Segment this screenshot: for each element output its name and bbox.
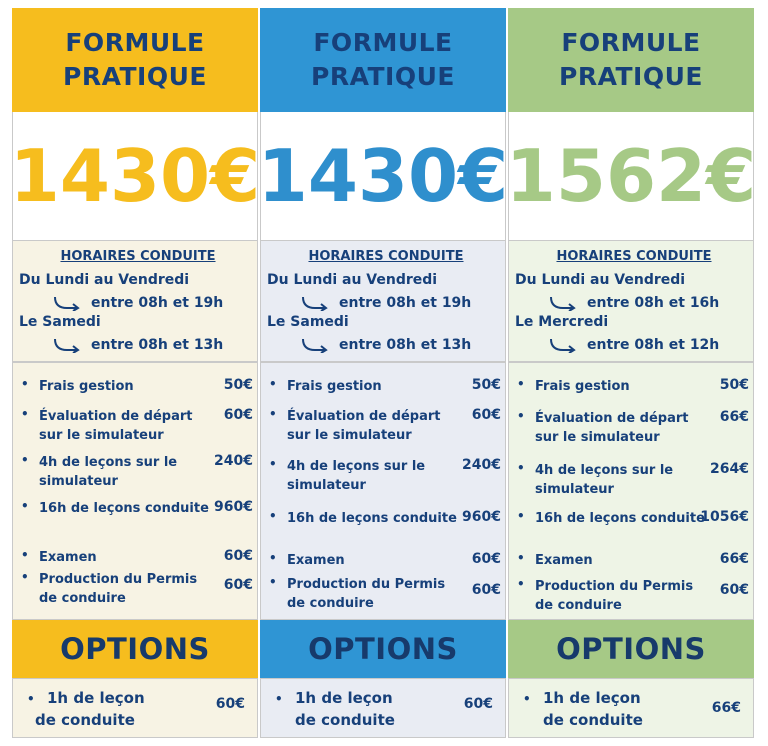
item-label: Examen — [39, 550, 97, 565]
price-box — [9, 112, 261, 240]
bullet-icon: • — [21, 548, 29, 562]
options-section — [508, 678, 754, 738]
item-value: 50€ — [223, 377, 253, 393]
hours-section — [12, 240, 258, 362]
bullet-icon: • — [275, 692, 283, 706]
option-label — [295, 687, 445, 731]
item-value: 1056€ — [700, 509, 749, 525]
bullet-icon: • — [21, 377, 29, 391]
header-line-1: FORMULE — [561, 28, 701, 57]
hours-title: HORAIRES CONDUITE — [60, 249, 216, 264]
option-label-line-2: de conduite — [543, 711, 643, 729]
price-value: 1430€ — [257, 134, 509, 218]
bullet-icon: • — [517, 551, 525, 565]
item-label: Évaluation de départ sur le simulateur — [535, 411, 689, 445]
bullet-icon: • — [269, 575, 277, 589]
price-value: 1430€ — [9, 134, 261, 218]
options-section — [12, 678, 258, 738]
options-title: OPTIONS — [60, 632, 210, 666]
price-items — [260, 362, 506, 620]
curved-arrow-icon — [53, 337, 83, 353]
option-label-line-2: de conduite — [295, 711, 395, 729]
item-label: Examen — [535, 553, 593, 568]
header-line-1: FORMULE — [65, 28, 205, 57]
bullet-icon: • — [21, 499, 29, 513]
item-value: 960€ — [462, 509, 501, 525]
hours-day-2: Le Mercredi — [515, 314, 609, 330]
hours-time-1-text: entre 08h et 16h — [587, 295, 720, 311]
item-label: 16h de leçons conduite — [39, 501, 209, 516]
bullet-icon: • — [269, 509, 277, 523]
column-header — [508, 8, 754, 112]
hours-time-1 — [267, 292, 505, 314]
item-value: 50€ — [719, 377, 749, 393]
bullet-icon: • — [269, 377, 277, 391]
hours-time-1-text: entre 08h et 19h — [339, 295, 472, 311]
bullet-icon: • — [517, 509, 525, 523]
item-value: 60€ — [223, 577, 253, 593]
hours-title: HORAIRES CONDUITE — [556, 249, 712, 264]
bullet-icon: • — [21, 570, 29, 584]
item-label: 16h de leçons conduite — [535, 511, 705, 526]
bullet-icon: • — [269, 457, 277, 471]
item-label: Frais gestion — [535, 379, 630, 394]
item-label: 4h de leçons sur le simulateur — [39, 455, 178, 489]
item-value: 264€ — [710, 461, 749, 477]
item-label: 4h de leçons sur le simulateur — [287, 459, 426, 493]
bullet-icon: • — [21, 453, 29, 467]
bullet-icon: • — [517, 409, 525, 423]
item-label: Production du Permis de conduire — [39, 572, 198, 606]
hours-section — [260, 240, 506, 362]
options-title: OPTIONS — [556, 632, 706, 666]
options-header — [12, 620, 258, 678]
hours-title: HORAIRES CONDUITE — [308, 249, 464, 264]
item-label: 16h de leçons conduite — [287, 511, 457, 526]
option-label — [543, 687, 693, 731]
hours-day-1: Du Lundi au Vendredi — [19, 272, 190, 288]
price-value: 1562€ — [505, 134, 757, 218]
option-label-line-1: 1h de leçon — [47, 689, 145, 707]
item-value: 60€ — [719, 582, 749, 598]
item-label: Évaluation de départ sur le simulateur — [287, 409, 441, 443]
header-line-2: PRATIQUE — [63, 62, 207, 91]
item-value: 240€ — [462, 457, 501, 473]
curved-arrow-icon — [53, 295, 83, 311]
item-value: 60€ — [471, 407, 501, 423]
item-label: Production du Permis de conduire — [287, 577, 446, 611]
bullet-icon: • — [27, 692, 35, 706]
header-line-2: PRATIQUE — [311, 62, 455, 91]
hours-time-2-text: entre 08h et 13h — [339, 337, 472, 353]
item-value: 60€ — [223, 548, 253, 564]
price-box — [257, 112, 509, 240]
item-value: 66€ — [719, 551, 749, 567]
curved-arrow-icon — [301, 337, 331, 353]
option-value: 60€ — [463, 696, 493, 712]
option-value: 60€ — [215, 696, 245, 712]
item-label: Évaluation de départ sur le simulateur — [39, 409, 193, 443]
hours-time-2 — [19, 334, 257, 356]
option-label-line-1: 1h de leçon — [543, 689, 641, 707]
bullet-icon: • — [269, 407, 277, 421]
options-header — [508, 620, 754, 678]
hours-time-1 — [515, 292, 753, 314]
hours-time-1-text: entre 08h et 19h — [91, 295, 224, 311]
option-label-line-2: de conduite — [35, 711, 135, 729]
column-header — [12, 8, 258, 112]
price-items — [12, 362, 258, 620]
hours-time-2-text: entre 08h et 13h — [91, 337, 224, 353]
price-items — [508, 362, 754, 620]
item-value: 60€ — [471, 551, 501, 567]
item-value: 50€ — [471, 377, 501, 393]
bullet-icon: • — [517, 377, 525, 391]
option-label-line-1: 1h de leçon — [295, 689, 393, 707]
header-line-1: FORMULE — [313, 28, 453, 57]
hours-time-1 — [19, 292, 257, 314]
item-value: 66€ — [719, 409, 749, 425]
curved-arrow-icon — [301, 295, 331, 311]
options-header — [260, 620, 506, 678]
hours-day-1: Du Lundi au Vendredi — [267, 272, 438, 288]
hours-time-2 — [267, 334, 505, 356]
item-label: 4h de leçons sur le simulateur — [535, 463, 674, 497]
bullet-icon: • — [517, 577, 525, 591]
item-label: Frais gestion — [39, 379, 134, 394]
hours-day-1: Du Lundi au Vendredi — [515, 272, 686, 288]
item-label: Examen — [287, 553, 345, 568]
item-value: 60€ — [471, 582, 501, 598]
bullet-icon: • — [517, 461, 525, 475]
bullet-icon: • — [269, 551, 277, 565]
item-label: Frais gestion — [287, 379, 382, 394]
options-section — [260, 678, 506, 738]
option-value: 66€ — [711, 700, 741, 716]
price-box — [505, 112, 757, 240]
hours-time-2-text: entre 08h et 12h — [587, 337, 720, 353]
hours-section — [508, 240, 754, 362]
header-line-2: PRATIQUE — [559, 62, 703, 91]
item-value: 240€ — [214, 453, 253, 469]
column-header — [260, 8, 506, 112]
curved-arrow-icon — [549, 295, 579, 311]
item-value: 60€ — [223, 407, 253, 423]
item-value: 960€ — [214, 499, 253, 515]
curved-arrow-icon — [549, 337, 579, 353]
item-label: Production du Permis de conduire — [535, 579, 694, 613]
option-label — [35, 687, 197, 731]
bullet-icon: • — [21, 407, 29, 421]
hours-day-2: Le Samedi — [267, 314, 349, 330]
options-title: OPTIONS — [308, 632, 458, 666]
hours-day-2: Le Samedi — [19, 314, 101, 330]
hours-time-2 — [515, 334, 753, 356]
bullet-icon: • — [523, 692, 531, 706]
